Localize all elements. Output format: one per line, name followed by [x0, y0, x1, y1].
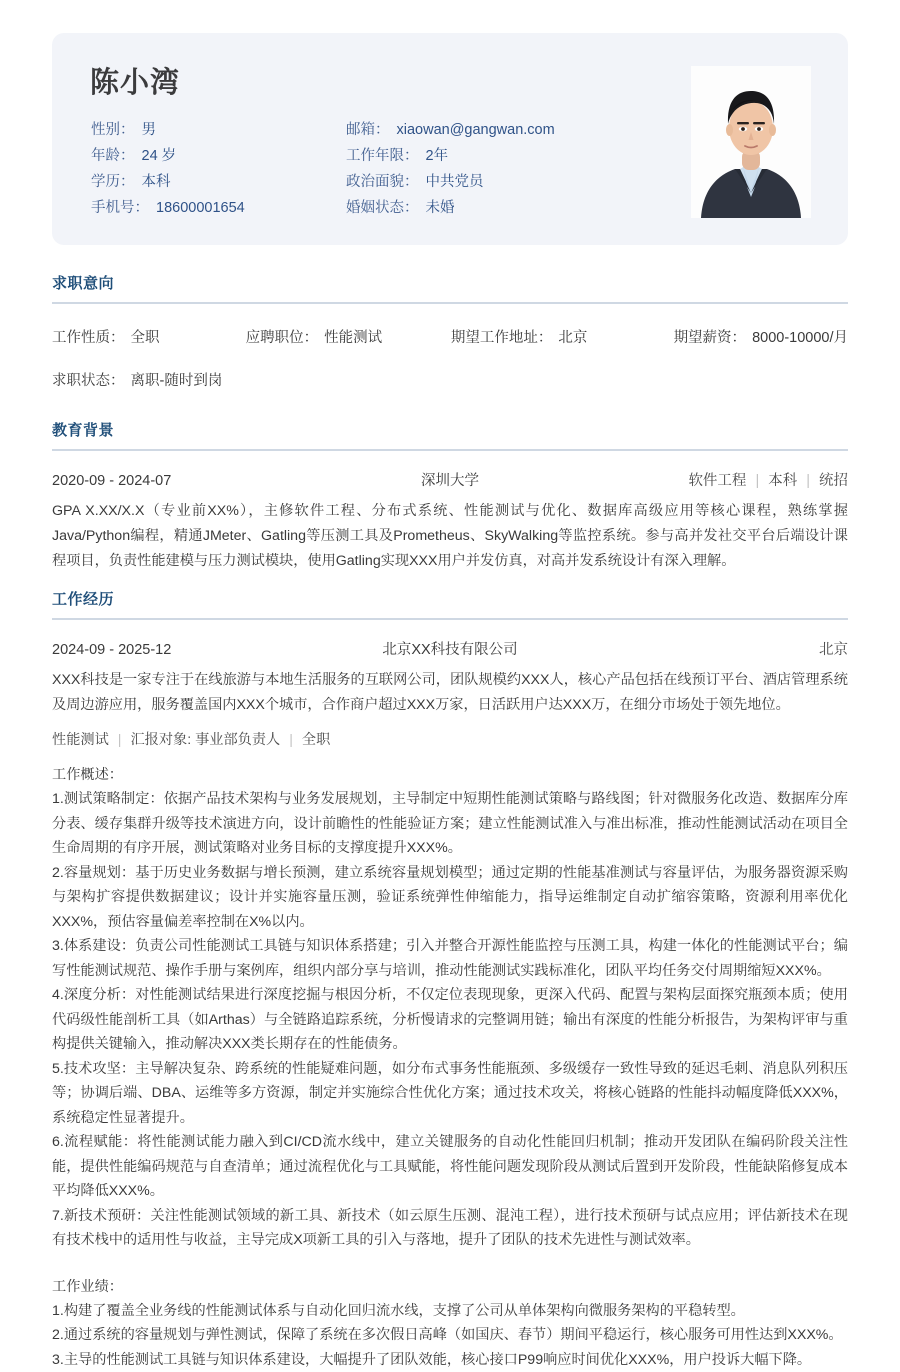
portrait-illustration	[691, 66, 811, 218]
work-overview-item: 7.新技术预研：关注性能测试领域的新工具、新技术（如云原生压测、混沌工程），进行技术预研与试点应用；评估新技术在现有技术栈中的适用性与收益，主导完成X项新工具的引入与落地，提升了团队的技术先进性与测试效率。	[52, 1204, 848, 1253]
profile-field-age-label: 年龄：	[91, 148, 135, 164]
profile-header-card	[52, 33, 848, 245]
work-company: 北京XX科技有限公司	[352, 638, 548, 659]
profile-field-marital-label: 婚姻状态：	[346, 200, 419, 216]
work-location: 北京	[548, 638, 848, 659]
job-intention-row-2	[52, 369, 848, 390]
candidate-photo	[691, 66, 811, 218]
work-overview-block	[52, 763, 848, 1253]
profile-field-email-value: xiaowan@gangwan.com	[397, 122, 555, 138]
work-tags	[52, 729, 848, 749]
section-title-work-experience: 工作经历	[52, 588, 848, 618]
education-degree: 本科	[768, 473, 797, 489]
profile-field-phone-label: 手机号：	[91, 200, 149, 216]
job-intention-position	[246, 326, 451, 347]
job-intention-location-label: 期望工作地址：	[451, 330, 553, 346]
work-entry-header	[52, 638, 848, 659]
work-overview-item: 3.体系建设：负责公司性能测试工具链与知识体系搭建；引入并整合开源性能监控与压测工具，构建一体化的性能测试平台；编写性能测试规范、操作手册与案例库，组织内部分享与培训，推动性能测试实践标准化，团队平均任务交付周期缩短XXX%。	[52, 934, 848, 983]
job-intention-nature-value: 全职	[131, 330, 160, 346]
candidate-name: 陈小湾	[90, 60, 180, 101]
profile-field-political	[346, 169, 711, 195]
work-achievement-block	[52, 1275, 848, 1372]
job-intention-nature-label: 工作性质：	[52, 330, 125, 346]
profile-field-gender	[91, 117, 346, 143]
work-date: 2024-09 - 2025-12	[52, 642, 352, 658]
education-date: 2020-09 - 2024-07	[52, 473, 352, 489]
profile-field-gender-label: 性别：	[91, 122, 135, 138]
section-work-experience	[52, 588, 848, 1372]
profile-field-experience-value: 2年	[426, 148, 449, 164]
work-achievement-item: 3.主导的性能测试工具链与知识体系建设，大幅提升了团队效能，核心接口P99响应时间优化XXX%，用户投诉大幅下降。	[52, 1348, 848, 1372]
work-overview-item: 2.容量规划：基于历史业务数据与增长预测，建立系统容量规划模型；通过定期的性能基准测试与容量评估，为服务器资源采购与架构扩容提供数据建议；设计并实施容量压测，验证系统弹性伸缩能力，指导运维制定自动扩缩容策略，资源利用率优化XXX%，预估容量偏差率控制在X%以内。	[52, 861, 848, 935]
job-intention-salary	[674, 326, 848, 347]
profile-field-experience	[346, 143, 711, 169]
work-overview-item: 4.深度分析：对性能测试结果进行深度挖掘与根因分析，不仅定位表现现象，更深入代码、配置与架构层面探究瓶颈本质；使用代码级性能剖析工具（如Arthas）与全链路追踪系统，分析慢请求的完整调用链；输出有深度的性能分析报告，为架构评审与重构提供关键输入，推动解决XXX类长期存在的性能债务。	[52, 983, 848, 1057]
work-overview-item: 6.流程赋能：将性能测试能力融入到CI/CD流水线中，建立关键服务的自动化性能回归机制；推动开发团队在编码阶段关注性能，提供性能编码规范与自查清单；通过流程优化与工具赋能，将性能问题发现阶段从测试后置到开发阶段，性能缺陷修复成本平均降低XXX%。	[52, 1130, 848, 1204]
profile-field-education-label: 学历：	[91, 174, 135, 190]
meta-separator-icon: |	[755, 473, 759, 489]
meta-separator-icon: |	[118, 732, 122, 748]
profile-field-email	[346, 117, 711, 143]
education-meta	[548, 469, 848, 490]
work-tag-role: 性能测试	[52, 732, 109, 748]
section-divider-work-experience	[52, 618, 848, 620]
job-intention-row-1	[52, 326, 848, 347]
work-achievement-heading: 工作业绩：	[52, 1275, 848, 1299]
education-admission: 统招	[819, 473, 848, 489]
profile-field-gender-value: 男	[142, 122, 157, 138]
work-overview-heading: 工作概述：	[52, 763, 848, 787]
section-title-education: 教育背景	[52, 419, 848, 449]
profile-field-phone-value: 18600001654	[156, 200, 245, 216]
section-education	[52, 419, 848, 574]
job-intention-location	[451, 326, 674, 347]
work-achievement-item: 1.构建了覆盖全业务线的性能测试体系与自动化回归流水线，支撑了公司从单体架构向微服务架构的平稳转型。	[52, 1299, 848, 1324]
job-intention-salary-label: 期望薪资：	[674, 330, 747, 346]
section-divider-job-intention	[52, 302, 848, 304]
education-major: 软件工程	[688, 473, 746, 489]
profile-info-grid	[91, 117, 711, 221]
profile-field-age	[91, 143, 346, 169]
work-overview-item: 5.技术攻坚：主导解决复杂、跨系统的性能疑难问题，如分布式事务性能瓶颈、多级缓存一致性导致的延迟毛刺、消息队列积压等；协调后端、DBA、运维等多方资源，制定并实施综合性优化方案；通过技术攻关，将核心链路的性能抖动幅度降低XXX%，系统稳定性显著提升。	[52, 1057, 848, 1131]
job-intention-salary-value: 8000-10000/月	[752, 330, 848, 346]
education-description: GPA X.XX/X.X（专业前XX%），主修软件工程、分布式系统、性能测试与优化、数据库高级应用等核心课程，熟练掌握Java/Python编程，精通JMeter、Gatling等压测工具及Prometheus、SkyWalking等监控系统。参与高并发社交平台后端设计课程项目，负责性能建模与压力测试模块，使用Gatling实现XXX用户并发仿真，对高并发系统设计有深入理解。	[52, 499, 848, 574]
education-school: 深圳大学	[352, 469, 548, 490]
section-title-job-intention: 求职意向	[52, 272, 848, 302]
job-intention-position-value: 性能测试	[324, 330, 382, 346]
job-intention-nature	[52, 326, 246, 347]
section-job-intention	[52, 272, 848, 390]
profile-field-political-value: 中共党员	[426, 174, 484, 190]
profile-field-education-value: 本科	[142, 174, 171, 190]
profile-field-marital	[346, 195, 711, 221]
profile-field-experience-label: 工作年限：	[346, 148, 419, 164]
profile-field-age-value: 24 岁	[142, 148, 177, 164]
profile-field-education	[91, 169, 346, 195]
job-intention-position-label: 应聘职位：	[246, 330, 319, 346]
job-intention-status-value: 离职-随时到岗	[131, 373, 223, 389]
education-entry-header	[52, 469, 848, 490]
profile-field-marital-value: 未婚	[426, 200, 455, 216]
job-intention-status-label: 求职状态：	[52, 373, 125, 389]
meta-separator-icon: |	[806, 473, 810, 489]
job-intention-location-value: 北京	[558, 330, 587, 346]
meta-separator-icon: |	[289, 732, 293, 748]
section-divider-education	[52, 449, 848, 451]
profile-field-phone	[91, 195, 346, 221]
job-intention-status	[52, 369, 222, 390]
work-overview-item: 1.测试策略制定：依据产品技术架构与业务发展规划，主导制定中短期性能测试策略与路线图；针对微服务化改造、数据库分库分表、缓存集群升级等技术演进方向，设计前瞻性的性能验证方案；建立性能测试准入与准出标准，推动性能测试活动在项目全生命周期的有序开展，测试策略对业务目标的支撑度提升XXX%。	[52, 787, 848, 861]
profile-field-political-label: 政治面貌：	[346, 174, 419, 190]
work-tag-report-to: 汇报对象: 事业部负责人	[130, 732, 280, 748]
profile-field-email-label: 邮箱：	[346, 122, 390, 138]
work-company-intro: XXX科技是一家专注于在线旅游与本地生活服务的互联网公司，团队规模约XXX人，核心产品包括在线预订平台、酒店管理系统及周边游应用，服务覆盖国内XXX个城市，合作商户超过XXX万家，日活跃用户达XXX万，在细分市场处于领先地位。	[52, 668, 848, 718]
work-tag-employment-type: 全职	[302, 732, 330, 748]
work-achievement-item: 2.通过系统的容量规划与弹性测试，保障了系统在多次假日高峰（如国庆、春节）期间平稳运行，核心服务可用性达到XXX%。	[52, 1323, 848, 1348]
